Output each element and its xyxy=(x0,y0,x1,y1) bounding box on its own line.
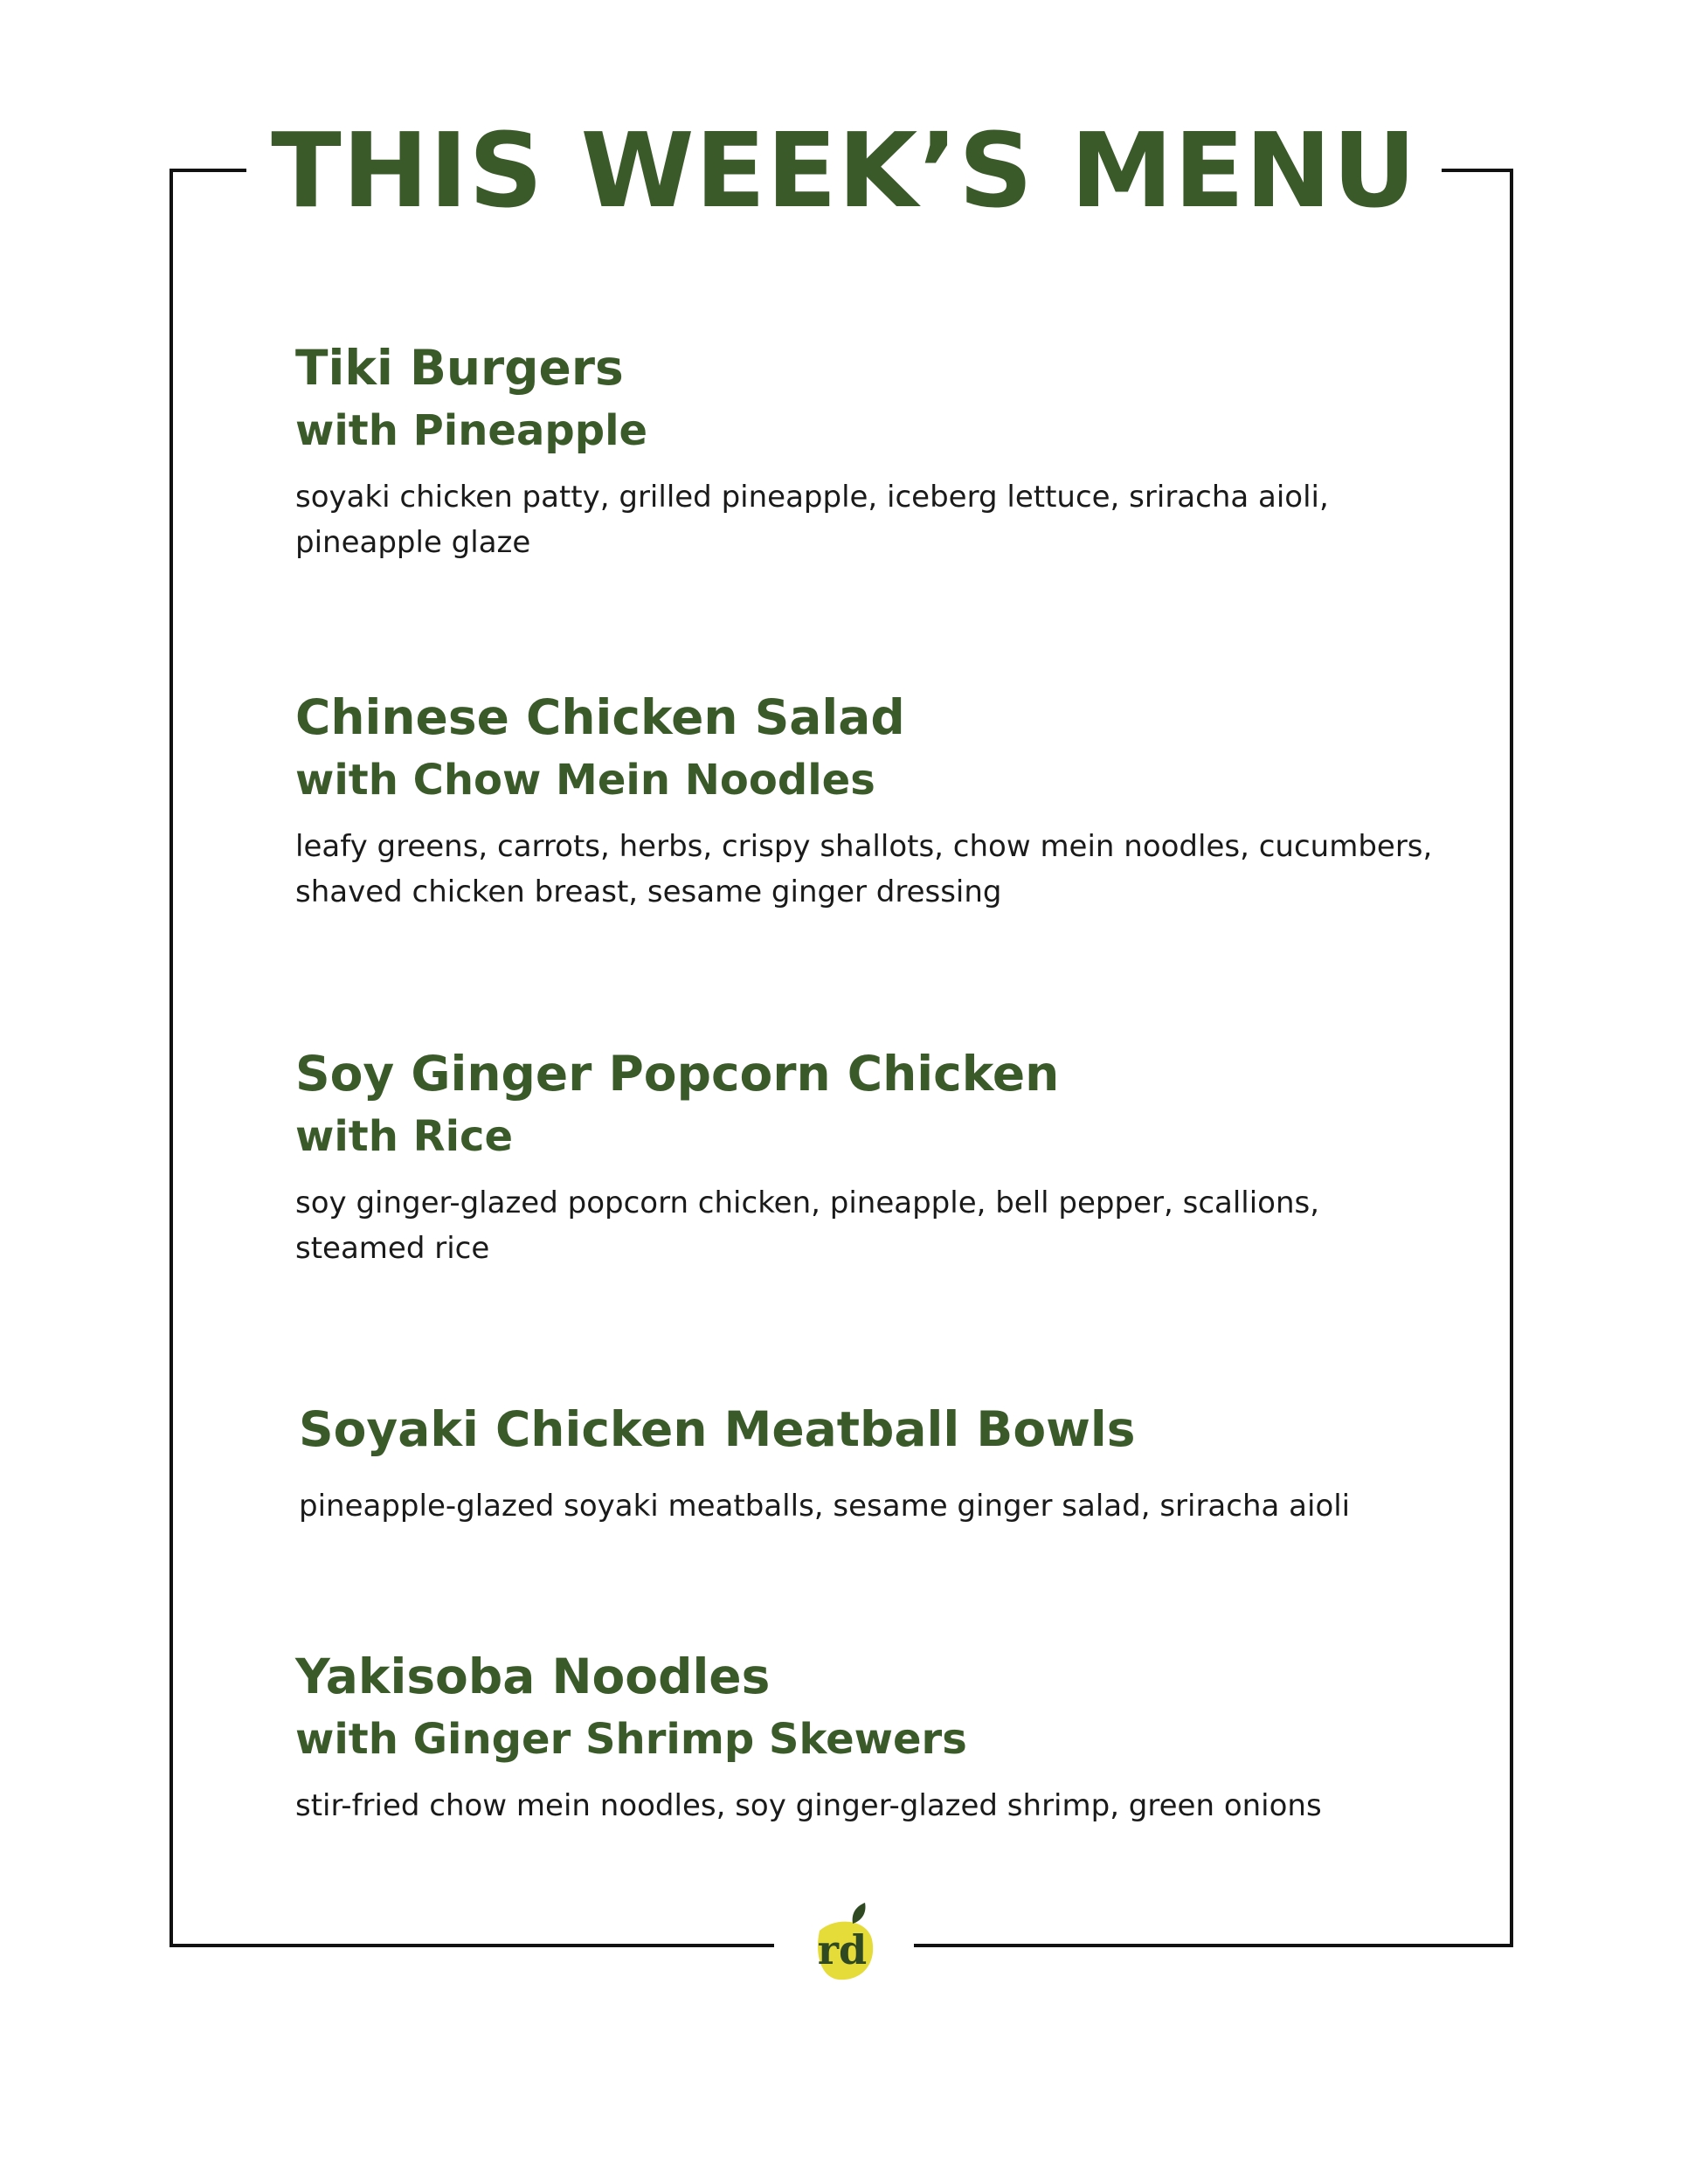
dish-subtitle: with Ginger Shrimp Skewers xyxy=(295,1715,967,1764)
dish-subtitle: with Chow Mein Noodles xyxy=(295,756,875,805)
menu-item-yakisoba-noodles xyxy=(295,1645,1449,1828)
dish-description: soy ginger-glazed popcorn chicken, pineapple, bell pepper, scallions, steamed rice xyxy=(295,1185,1320,1266)
dish-subtitle: with Pineapple xyxy=(295,406,648,455)
dish-name: Yakisoba Noodles xyxy=(295,1648,771,1704)
dish-name: Soyaki Chicken Meatball Bowls xyxy=(299,1401,1136,1457)
lemon-leaf-icon xyxy=(800,1897,888,1994)
dish-name: Tiki Burgers xyxy=(295,340,624,396)
page-title: THIS WEEK’S MENU xyxy=(246,105,1442,236)
dish-description: pineapple-glazed soyaki meatballs, sesame ginger salad, sriracha aioli xyxy=(299,1489,1351,1524)
logo-text: rd xyxy=(817,1926,868,1973)
dish-name: Soy Ginger Popcorn Chicken xyxy=(295,1046,1060,1102)
menu-item-chinese-chicken-salad xyxy=(295,686,1449,915)
brand-logo xyxy=(774,1897,914,2002)
menu-item-soyaki-chicken-meatball-bowls xyxy=(299,1398,1452,1529)
dish-description: leafy greens, carrots, herbs, crispy shallots, chow mein noodles, cucumbers, shaved chicken breast, sesame ginger dressing xyxy=(295,829,1433,909)
dish-description: stir-fried chow mein noodles, soy ginger-glazed shrimp, green onions xyxy=(295,1788,1322,1823)
dish-subtitle: with Rice xyxy=(295,1112,514,1161)
dish-name: Chinese Chicken Salad xyxy=(295,689,905,745)
menu-item-soy-ginger-popcorn-chicken xyxy=(295,1042,1449,1271)
menu-item-tiki-burgers xyxy=(295,336,1449,565)
title-container xyxy=(0,105,1688,236)
dish-description: soyaki chicken patty, grilled pineapple, iceberg lettuce, sriracha aioli, pineapple glaze xyxy=(295,480,1329,560)
